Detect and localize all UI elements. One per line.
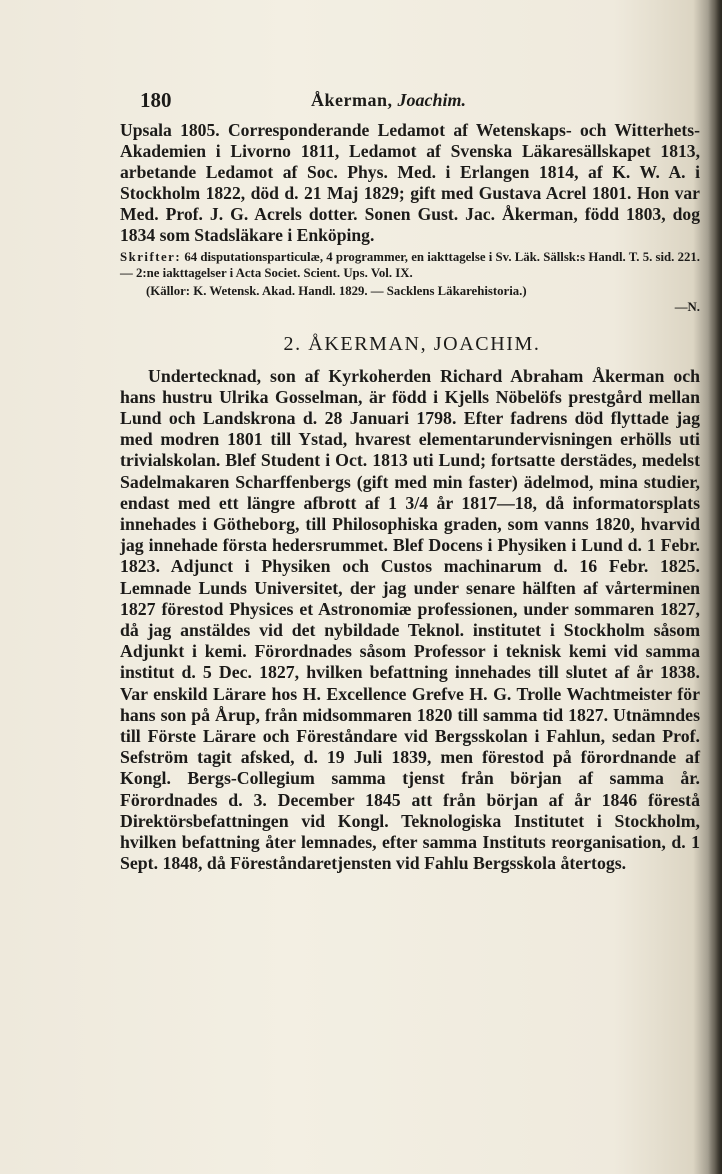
- page-header: [116, 84, 708, 120]
- page-edge-shadow: [708, 0, 722, 1174]
- running-head-name: Åkerman,: [311, 90, 393, 110]
- page-content: [116, 84, 708, 874]
- entry1-sources: (Källor: K. Wetensk. Akad. Handl. 1829. — Sacklens Läkarehistoria.): [146, 283, 527, 298]
- entry1-writings: [116, 249, 700, 281]
- running-head-first-name: Joachim.: [397, 90, 467, 110]
- writings-label: Skrifter:: [120, 249, 182, 264]
- running-head: [311, 90, 466, 111]
- entry1-signature: —N.: [674, 299, 700, 314]
- writings-text: 64 disputationsparticulæ, 4 programmer, en iakttagelse i Sv. Läk. Sällsk:s Handl. T. 5. sid. 221. — 2:ne iakttagelser i Acta Societ. Scient. Ups. Vol. IX.: [120, 249, 700, 280]
- page-number: 180: [140, 88, 172, 112]
- entry2-heading: 2. ÅKERMAN, JOACHIM.: [283, 332, 541, 355]
- entry1-paragraph: Upsala 1805. Corresponderande Ledamot af Wetenskaps- och Witterhets-Akademien i Livorno 1811, Ledamot af Svenska Läkaresällskapet 1813, arbetande Ledamot af Soc. Phys. Med. i Erlangen 1814, af K. W. A. i Stockholm 1822, död d. 21 Maj 1829; gift med Gustava Acrel 1801. Hon var Med. Prof. J. G. Acrels dotter. Sonen Gust. Jac. Åkerman, född 1803, dog 1834 som Stadsläkare i Enköping.: [120, 120, 700, 246]
- entry2-paragraph: Undertecknad, son af Kyrkoherden Richard Abraham Åkerman och hans hustru Ulrika Gosselman, är född i Kjells Nöbelöfs prestgård mellan Lund och Landskrona d. 28 Januari 1798. Efter fadrens död flyttade jag med modren 1801 till Ystad, hvarest elementarundervisningen erhölls uti trivialskolan. Blef Student i Oct. 1813 uti Lund; fortsatte derstädes, medelst Sadelmakaren Scharffenbergs (gift med min faster) ädelmod, mina studier, endast med ett längre afbrott af 1 3/4 år 1817—18, då informatorsplats innehades i Götheborg, till Philosophiska graden, som vanns 1820, hvarvid jag innehade första hedersrummet. Blef Docens i Physiken i Lund d. 1 Febr. 1823. Adjunct i Physiken och Custos machinarum d. 16 Febr. 1825. Lemnade Lunds Universitet, der jag under senare hälften af vårterminen 1827 förestod Physices et Astronomiæ professionen, under sommaren 1827, då jag anstäldes vid det nybildade Teknol. institutet i Stockholm såsom Adjunkt i kemi. Förordnades såsom Professor i teknisk kemi vid samma institut d. 5 Dec. 1827, hvilken befattning innehades till slutet af år 1838. Var enskild Lärare hos H. Excellence Grefve H. G. Trolle Wachtmeister för hans son på Årup, från midsommaren 1820 till samma tid 1827. Utnämndes till Förste Lärare och Föreståndare vid Bergsskolan i Fahlun, sedan Prof. Sefström tagit afsked, d. 19 Juli 1839, men förestod på förordnande af Kongl. Bergs-Collegium samma tjenst från början af samma år. Förordnades d. 3. December 1845 att från början af år 1846 förestå Direktörsbefattningen vid Kongl. Teknologiska Institutet i Stockholm, hvilken befattning åter lemnades, efter samma Instituts reorganisation, d. 1 Sept. 1848, då Föreståndaretjensten vid Fahlu Bergsskola återtogs.: [120, 365, 700, 874]
